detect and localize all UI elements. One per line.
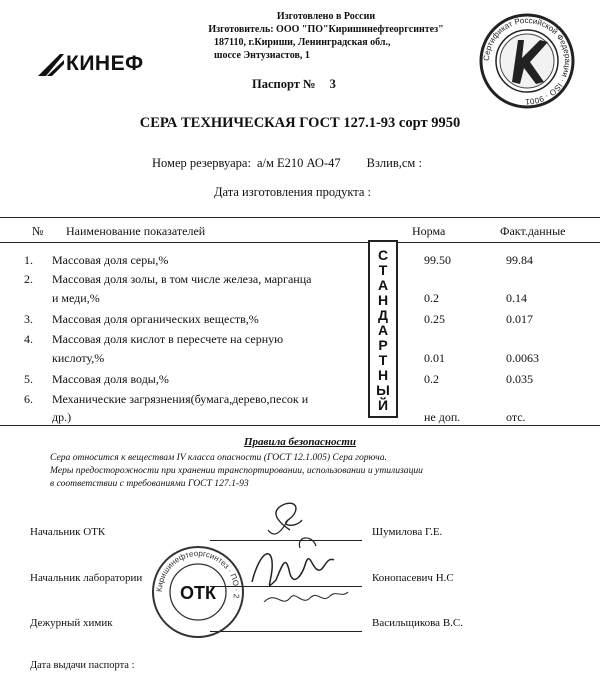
standard-stamp: СТАНДАРТНЫЙ	[368, 240, 398, 418]
seal-ring-text: Сертификат Российской Федерации · ISO · 9001	[481, 15, 573, 107]
row-1-num: 1.	[24, 253, 33, 267]
row-1-actual: 99.84	[506, 253, 533, 267]
row-3-parameter: Массовая доля органических веществ,%	[52, 312, 259, 326]
otk-ring-text: Киришинефтеоргсинтез · ПО · 2	[154, 548, 242, 599]
row-4-parameter-line-1: Массовая доля кислот в пересчете на серную	[52, 332, 284, 346]
passport-line	[252, 77, 336, 92]
row-6-num: 6.	[24, 392, 33, 406]
row-4-actual: 0.0063	[506, 351, 539, 365]
row-4-norm: 0.01	[424, 351, 445, 365]
tank-value: а/м Е210 АО-47	[256, 156, 341, 170]
tank-label: Номер резервуара:	[152, 156, 251, 170]
logo-mark-icon	[38, 52, 64, 76]
address-line-2: шоссе Энтузиастов, 1	[214, 50, 310, 61]
table-top-rule	[0, 217, 600, 218]
otk-stamp-icon	[150, 544, 246, 640]
row-1-norm: 99.50	[424, 253, 451, 267]
row-4-num: 4.	[24, 332, 33, 346]
passport-label: Паспорт №	[252, 77, 316, 91]
row-3-actual: 0.017	[506, 312, 533, 326]
product-title: СЕРА ТЕХНИЧЕСКАЯ ГОСТ 127.1-93 сорт 9950	[139, 115, 461, 131]
table-bottom-rule	[0, 425, 600, 426]
row-6-parameter-line-2: др.)	[52, 410, 72, 424]
handwritten-signatures-icon	[230, 490, 370, 630]
safety-line-3: в соответствии с требованиями ГОСТ 127.1-93	[50, 478, 249, 489]
gauge-label: Взлив,см :	[366, 156, 422, 170]
signature-name-lab: Конопасевич Н.С	[372, 572, 454, 584]
row-6-actual: отс.	[506, 410, 526, 424]
issue-date-label: Дата выдачи паспорта :	[30, 660, 135, 671]
row-2-parameter-line-2: и меди,%	[52, 291, 100, 305]
row-2-num: 2.	[24, 272, 33, 286]
header-num: №	[32, 224, 44, 238]
otk-stamp-center: ОТК	[180, 583, 216, 603]
signature-role-chemist: Дежурный химик	[30, 617, 113, 629]
row-6-norm: не доп.	[424, 410, 461, 424]
header-norm: Норма	[412, 224, 446, 238]
signature-role-lab: Начальник лаборатории	[30, 572, 143, 584]
signature-role-otk: Начальник ОТК	[30, 526, 106, 538]
tank-line	[152, 156, 422, 171]
row-2-actual: 0.14	[506, 291, 527, 305]
manufacture-date-label: Дата изготовления продукта :	[214, 185, 372, 199]
safety-line-1: Сера относится к веществам IV класса опасности (ГОСТ 12.1.005) Сера горюча.	[50, 452, 387, 463]
manufacturer: Изготовитель: ООО "ПО"Киришинефтеоргсинтез"	[208, 24, 444, 35]
logo-text: КИНЕФ	[66, 52, 144, 75]
safety-text	[50, 451, 550, 490]
row-1-parameter: Массовая доля серы,%	[52, 253, 169, 267]
row-6-parameter-line-1: Механические загрязнения(бумага,дерево,песок и	[52, 392, 309, 406]
row-5-norm: 0.2	[424, 372, 439, 386]
certification-seal-icon	[478, 12, 576, 110]
row-2-parameter-line-1: Массовая доля золы, в том числе железа, марганца	[52, 272, 312, 286]
safety-title: Правила безопасности	[243, 436, 357, 448]
header-parameter: Наименование показателей	[66, 224, 206, 238]
row-5-num: 5.	[24, 372, 33, 386]
safety-line-2: Меры предосторожности при хранении транспортировании, использовании и утилизации	[50, 465, 423, 476]
signature-name-chemist: Васильщикова В.С.	[372, 617, 463, 629]
row-5-parameter: Массовая доля воды,%	[52, 372, 169, 386]
manufacturer-block	[176, 10, 476, 62]
address-line-1: 187110, г.Кириши, Ленинградская обл.,	[214, 37, 391, 48]
row-3-norm: 0.25	[424, 312, 445, 326]
row-2-norm: 0.2	[424, 291, 439, 305]
made-in: Изготовлено в России	[276, 11, 376, 22]
company-logo	[38, 52, 144, 76]
row-5-actual: 0.035	[506, 372, 533, 386]
signature-name-otk: Шумилова Г.Е.	[372, 526, 443, 538]
passport-number: 3	[329, 77, 336, 91]
row-3-num: 3.	[24, 312, 33, 326]
table-header-rule	[0, 242, 600, 243]
row-4-parameter-line-2: кислоту,%	[52, 351, 105, 365]
header-actual: Факт.данные	[500, 224, 566, 238]
